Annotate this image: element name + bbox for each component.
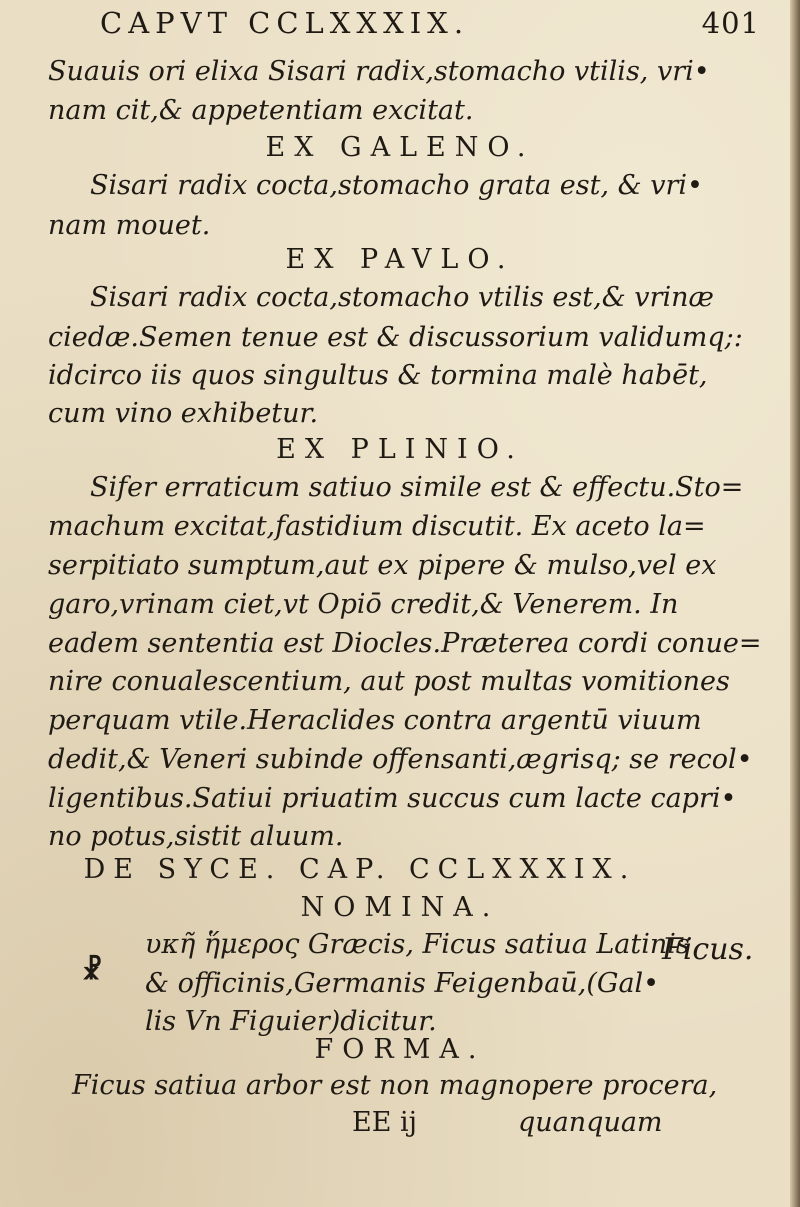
text-line: no potus,sistit aluum. (48, 821, 344, 852)
text-line: perquam vtile.Heraclides contra argentū viuum (48, 705, 702, 736)
marginal-symbol: ☧ (82, 956, 103, 986)
text-line: ligentibus.Satiui priuatim succus cum lacte capri• (48, 783, 737, 814)
text-line: & officinis,Germanis Feigenbaū,(Gal• (145, 968, 660, 999)
text-line: υκῆ ἥμερος Græcis, Ficus satiua Latinis (145, 929, 690, 960)
text-line: machum excitat,fastidium discutit. Ex aceto la= (48, 511, 706, 542)
text-line: nam cit,& appetentiam excitat. (48, 95, 474, 126)
chapter-heading-syce: DE SYCE. CAP. CCLXXXIX. (83, 854, 637, 885)
text-line: dedit,& Veneri subinde offensanti,ægrisq; se recol• (48, 744, 753, 775)
text-line: cum vino exhibetur. (48, 398, 319, 429)
section-heading-forma: FORMA. (314, 1034, 486, 1065)
running-header (100, 6, 760, 50)
text-line: Sisari radix cocta,stomacho vtilis est,& vrinæ (90, 282, 714, 313)
signature-mark: EE ij (352, 1107, 418, 1138)
chapter-title: CAPVT CCLXXXIX. (100, 6, 470, 40)
text-line: eadem sententia est Diocles.Præterea cordi conue= (48, 628, 762, 659)
text-line: garo,vrinam ciet,vt Opiō credit,& Venerem. In (48, 589, 679, 620)
text-line: Sifer erraticum satiuo simile est & effectu.Sto= (90, 472, 744, 503)
text-line: Suauis ori elixa Sisari radix,stomacho vtilis, vri• (48, 56, 710, 87)
margin-note: Ficus. (662, 932, 754, 967)
text-line: lis Vn Figuier)dicitur. (145, 1006, 437, 1037)
catchword: quanquam (518, 1107, 663, 1138)
section-heading-plinio: EX PLINIO. (276, 434, 524, 465)
text-line: nam mouet. (48, 210, 211, 241)
text-line: ciedæ.Semen tenue est & discussorium validumq;: (48, 322, 743, 353)
section-heading-nomina: NOMINA. (300, 892, 500, 923)
page-number: 401 (701, 6, 760, 40)
section-heading-galeno: EX GALENO. (265, 132, 535, 163)
text-line: idcirco iis quos singultus & tormina malè habēt, (48, 360, 708, 391)
text-line: Sisari radix cocta,stomacho grata est, & vri• (90, 170, 703, 201)
text-line: serpitiato sumptum,aut ex pipere & mulso,vel ex (48, 550, 717, 581)
section-heading-paulo: EX PAVLO. (285, 244, 515, 275)
text-line: nire conualescentium, aut post multas vomitiones (48, 666, 730, 697)
page-edge (790, 0, 800, 1207)
text-line: Ficus satiua arbor est non magnopere procera, (72, 1070, 718, 1101)
